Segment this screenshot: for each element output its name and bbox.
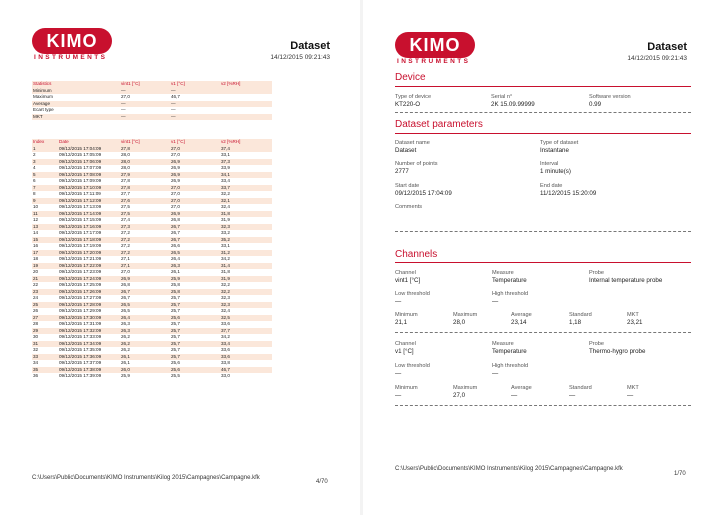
ch1-minimum-label: Minimum [395,312,418,318]
table-cell: 25,7 [171,308,180,313]
ch2-standard-value: — [569,392,576,399]
table-cell: 26,4 [120,315,170,322]
table-cell: 09/12/2015 17:36:09 [58,354,120,361]
table-cell: 09/12/2015 17:23:09 [59,269,102,274]
start-date-value: 09/12/2015 17:04:09 [395,190,452,197]
table-cell: 2 [33,152,36,157]
table-cell: 09/12/2015 17:28:09 [58,302,120,309]
ch1-probe-value: Internal temperature probe [589,277,663,284]
table-cell: 32,2 [220,289,272,296]
right-page [363,0,720,515]
ch2-low-value: — [395,370,402,377]
table-cell: 26,4 [171,256,180,261]
ch2-probe-label: Probe [589,341,604,347]
column-header: Statistics [32,81,120,88]
table-cell: 27,0 [121,94,130,99]
table-cell: 26,5 [170,250,220,257]
table-cell: 22 [33,282,39,287]
table-cell: 27,2 [120,250,170,257]
table-cell: 33,7 [220,185,272,192]
ch2-mkt-value: — [627,392,634,399]
ch2-high-value: — [492,370,499,377]
column-header: v1 [°C] [170,81,220,88]
ch1-average-value: 23,14 [511,319,527,326]
ch2-average-value: — [511,392,518,399]
table-cell: 33,0 [221,373,230,378]
table-cell: MKT [32,114,120,121]
table-cell: 26 [33,308,39,313]
table-cell: 26,5 [120,302,170,309]
table-cell: 33,4 [220,341,272,348]
ch1-standard-label: Standard [569,312,592,318]
table-cell: — [120,101,170,108]
table-cell: Average [32,101,120,108]
table-cell: 7 [32,185,58,192]
table-cell: 33,4 [221,178,230,183]
table-cell: Maximum [33,94,53,99]
footer-page-number: 1/70 [674,471,686,477]
ch1-standard-value: 1,18 [569,319,582,326]
table-cell: 27,2 [120,237,170,244]
table-cell: 27,0 [170,185,220,192]
table-cell: 09/12/2015 17:12:09 [58,198,120,205]
ch1-measure-label: Measure [492,270,514,276]
table-cell: 09/12/2015 17:06:09 [58,159,120,166]
table-cell: 26,1 [120,354,170,361]
table-cell: 09/12/2015 17:10:09 [58,185,120,192]
ch1-mkt-label: MKT [627,312,639,318]
table-cell: 26,6 [171,243,180,248]
statistics-table [32,81,272,120]
table-cell: 27,0 [170,198,220,205]
params-dash-rule [395,231,691,232]
table-cell: 27,4 [121,217,130,222]
ch2-high-label: High threshold [492,363,529,369]
ch1-average-label: Average [511,312,532,318]
table-cell: 26,2 [121,334,130,339]
table-cell: 27,0 [170,146,220,153]
ch2-mkt-label: MKT [627,385,639,391]
column-header: Index [32,139,58,146]
table-cell: 33,8 [221,360,230,365]
dataset-name-value: Dataset [395,147,417,154]
table-cell: — [170,88,220,95]
table-cell: 34,2 [221,256,230,261]
ch1-maximum-value: 28,0 [453,319,466,326]
table-cell: 25,7 [171,347,180,352]
table-cell: 32,2 [221,282,230,287]
ch1-measure-value: Temperature [492,277,527,284]
table-cell: 09/12/2015 17:38:09 [58,367,120,374]
ch2-channel-value: v1 [°C] [395,348,414,355]
table-cell: 32 [33,347,39,352]
table-cell: 25,8 [171,282,180,287]
table-cell: 27 [32,315,58,322]
data-table [32,139,272,380]
device-dash-rule [395,112,691,113]
ch1-maximum-label: Maximum [453,312,478,318]
table-cell: 25 [32,302,58,309]
ch1-mkt-value: 23,21 [627,319,643,326]
table-cell: 27,2 [121,230,130,235]
column-header: v2 [%RH] [220,139,272,146]
table-cell: 26,2 [120,341,170,348]
table-cell: 26,1 [121,360,130,365]
table-cell: 09/12/2015 17:14:09 [58,211,120,218]
table-cell: 09/12/2015 17:25:09 [59,282,102,287]
table-cell: 31,9 [220,276,272,283]
table-cell: 09/12/2015 17:11:09 [59,191,101,196]
ch2-standard-label: Standard [569,385,592,391]
table-cell: 09/12/2015 17:19:09 [59,243,102,248]
table-cell: 25,6 [170,367,220,374]
ch1-high-label: High threshold [492,291,529,297]
table-cell: 17 [32,250,58,257]
table-cell: 26,8 [171,217,180,222]
start-date-label: Start date [395,183,420,189]
table-cell: 09/12/2015 17:27:09 [59,295,102,300]
table-cell: 33,6 [221,321,230,326]
table-cell: 37,4 [220,146,272,153]
ch2-probe-value: Thermo-hygro probe [589,348,646,355]
table-cell: 27,5 [121,204,130,209]
table-cell: 25,7 [171,321,180,326]
table-cell: 11 [32,211,58,218]
table-cell: 1 [32,146,58,153]
table-cell: 32,4 [221,204,230,209]
table-cell: 19 [32,263,58,270]
table-cell [220,114,272,121]
column-header: vint1 [°C] [120,81,170,88]
table-cell: 26,9 [120,276,170,283]
table-cell: 09/12/2015 17:33:09 [59,334,102,339]
table-cell: 32,3 [221,295,230,300]
table-cell: 26,3 [170,263,220,270]
table-cell: 26,0 [120,367,170,374]
table-cell: 31,8 [220,211,272,218]
table-cell: 09/12/2015 17:13:09 [59,204,102,209]
page-title: Dataset [647,41,687,53]
ch1-high-value: — [492,298,499,305]
page-date: 14/12/2015 09:21:43 [627,55,687,62]
column-header: v1 [°C] [170,139,220,146]
channels-heading: Channels [395,249,438,260]
table-cell: 26,7 [170,237,220,244]
device-type-value: KT220-O [395,101,421,108]
table-cell: 46,7 [171,94,180,99]
table-cell: 09/12/2015 17:29:09 [59,308,102,313]
table-cell: 25,7 [171,295,180,300]
table-cell: 34,1 [220,172,272,179]
table-cell: 46,7 [220,367,272,374]
table-cell: 16 [33,243,39,248]
table-cell: 27,0 [171,191,180,196]
ch2-minimum-value: — [395,392,402,399]
table-cell: — [120,114,170,121]
page-date: 14/12/2015 09:21:43 [270,54,330,61]
table-cell: 26,8 [121,282,130,287]
table-cell: 37,7 [220,328,272,335]
table-cell: 26,7 [171,230,180,235]
table-cell: 33 [32,354,58,361]
table-cell: 31,9 [221,217,230,222]
serial-label: Serial n° [491,94,513,100]
footer-file-path: C:\Users\Public\Documents\KIMO Instruments\Kilog 2015\Campagnes\Campagne.kfk [32,475,260,481]
table-cell: — [121,107,126,112]
table-cell: 09/12/2015 17:21:09 [59,256,102,261]
table-cell: 27,8 [120,146,170,153]
ch2-average-label: Average [511,385,532,391]
ch1-low-value: — [395,298,402,305]
device-type-label: Type of device [395,94,432,100]
table-cell: 33,9 [221,165,230,170]
table-cell: 26,1 [171,269,180,274]
logo-name: KIMO [46,31,98,51]
table-cell: 26,9 [170,211,220,218]
kimo-logo [395,32,475,68]
table-cell: 09/12/2015 17:39:09 [59,373,102,378]
ch2-measure-label: Measure [492,341,514,347]
table-cell: 09/12/2015 17:07:09 [59,165,102,170]
table-cell: 25,7 [170,354,220,361]
table-cell: — [170,101,220,108]
table-cell: 09/12/2015 17:30:09 [58,315,120,322]
table-cell: 30 [33,334,39,339]
device-rule [395,86,691,87]
table-cell: 18 [33,256,39,261]
points-value: 2777 [395,168,409,175]
end-date-value: 11/12/2015 15:20:09 [540,190,597,197]
ch1-channel-value: vint1 [°C] [395,277,421,284]
table-cell: 09/12/2015 17:16:09 [58,224,120,231]
table-cell: 25,6 [170,315,220,322]
params-heading: Dataset parameters [395,119,483,130]
ch2-dash-rule [395,405,691,406]
serial-value: 2K 15.09.99999 [491,101,535,108]
interval-label: Interval [540,161,559,167]
table-cell: 26,2 [121,347,130,352]
table-cell: 25,6 [171,360,180,365]
logo-subtitle: INSTRUMENTS [34,54,108,61]
table-cell: 09/12/2015 17:35:09 [59,347,102,352]
table-cell: 09/12/2015 17:31:09 [59,321,102,326]
column-header: Date [58,139,120,146]
table-cell: 26,9 [171,178,180,183]
table-cell: 29 [32,328,58,335]
software-label: Software version [589,94,631,100]
table-cell: 33,1 [221,243,230,248]
table-cell: 14 [33,230,39,235]
table-cell: 26,7 [121,295,130,300]
table-cell: 10 [33,204,39,209]
table-cell: 37,3 [220,159,272,166]
table-cell: 25,9 [170,276,220,283]
ch1-probe-label: Probe [589,270,604,276]
table-cell: 31 [32,341,58,348]
table-cell: 33,6 [221,347,230,352]
table-cell: Ecart type [33,107,54,112]
table-cell: — [120,88,170,95]
table-cell: 31,2 [220,250,272,257]
table-cell: 25,5 [171,373,180,378]
logo-name: KIMO [409,35,461,55]
software-value: 0.99 [589,101,602,108]
footer-page-number: 4/70 [316,479,328,485]
table-cell: 27,2 [121,243,130,248]
table-cell: 09/12/2015 17:37:09 [59,360,102,365]
table-cell: 27,3 [120,224,170,231]
table-cell: 09/12/2015 17:09:09 [59,178,102,183]
ch1-channel-label: Channel [395,270,416,276]
table-row [32,373,272,380]
column-header: vint1 [°C] [120,139,170,146]
table-cell: 27,1 [120,263,170,270]
logo-subtitle: INSTRUMENTS [397,58,471,65]
ch2-maximum-label: Maximum [453,385,478,391]
stats-row [32,114,272,121]
table-cell: 09/12/2015 17:15:09 [59,217,102,222]
column-header: v2 [%RH] [220,81,272,88]
table-cell: 35,2 [220,237,272,244]
table-cell: 26,7 [170,224,220,231]
table-cell: 6 [33,178,36,183]
table-cell: 26,5 [121,308,130,313]
device-heading: Device [395,72,426,83]
ch1-minimum-value: 21,1 [395,319,408,326]
table-cell: 09/12/2015 17:17:09 [59,230,102,235]
table-cell: 26,3 [121,321,130,326]
table-cell: 24 [33,295,39,300]
table-cell: 09/12/2015 17:34:09 [58,341,120,348]
table-cell: 27,9 [120,172,170,179]
ch2-maximum-value: 27,0 [453,392,466,399]
table-cell: 31,8 [221,269,230,274]
table-cell: 09/12/2015 17:32:09 [58,328,120,335]
table-cell: 27,8 [121,178,130,183]
table-cell: 9 [32,198,58,205]
ch2-measure-value: Temperature [492,348,527,355]
interval-value: 1 minute(s) [540,168,571,175]
page-title: Dataset [290,40,330,52]
dataset-type-value: Instantane [540,147,569,154]
table-cell: 25,7 [170,341,220,348]
table-cell: Minimum [32,88,120,95]
table-cell: 5 [32,172,58,179]
table-cell: 28,0 [121,165,130,170]
ch2-minimum-label: Minimum [395,385,418,391]
ch1-low-label: Low threshold [395,291,430,297]
table-cell: 28,0 [120,159,170,166]
dataset-name-label: Dataset name [395,140,430,146]
table-cell: 31,4 [220,263,272,270]
table-cell: 35 [32,367,58,374]
table-cell: 32,4 [221,308,230,313]
table-cell: 09/12/2015 17:26:09 [58,289,120,296]
table-cell: 27,0 [171,204,180,209]
table-cell: 36 [33,373,39,378]
dataset-type-label: Type of dataset [540,140,579,146]
table-cell: 27,5 [120,211,170,218]
table-cell: 25,7 [170,328,220,335]
table-cell: 25,8 [170,289,220,296]
footer-file-path: C:\Users\Public\Documents\KIMO Instruments\Kilog 2015\Campagnes\Campagne.kfk [395,466,623,472]
table-cell: — [170,114,220,121]
table-cell: 33,6 [220,354,272,361]
table-cell: — [171,107,176,112]
ch2-channel-label: Channel [395,341,416,347]
table-cell: 12 [33,217,39,222]
table-cell: 27,8 [120,185,170,192]
table-cell: 8 [33,191,36,196]
table-cell: 25,7 [171,334,180,339]
end-date-label: End date [540,183,563,189]
table-cell: 32,3 [220,302,272,309]
table-cell: 15 [32,237,58,244]
table-cell: 32,3 [220,224,272,231]
ch1-dash-rule [395,332,691,333]
table-cell: 26,9 [171,165,180,170]
table-cell: 09/12/2015 17:22:09 [58,263,120,270]
channels-rule [395,262,691,263]
table-cell: 09/12/2015 17:05:09 [59,152,102,157]
table-cell: 09/12/2015 17:20:09 [58,250,120,257]
table-cell: 28,0 [121,152,130,157]
table-cell: 21 [32,276,58,283]
points-label: Number of points [395,161,438,167]
table-cell: 3 [32,159,58,166]
table-cell: 27,7 [121,191,130,196]
table-cell: 26,9 [170,172,220,179]
table-cell: 27,1 [121,256,130,261]
table-cell: 26,9 [170,159,220,166]
table-cell: 4 [33,165,36,170]
table-cell: 34,2 [221,334,230,339]
table-cell: 32,2 [221,191,230,196]
table-cell: 09/12/2015 17:24:09 [58,276,120,283]
table-cell: 33,2 [221,230,230,235]
table-cell: 13 [32,224,58,231]
table-cell: 26,7 [120,289,170,296]
table-cell: 28 [33,321,39,326]
table-cell: 23 [32,289,58,296]
table-cell: 09/12/2015 17:08:09 [58,172,120,179]
table-cell: 27,0 [121,269,130,274]
table-cell: 27,0 [171,152,180,157]
params-rule [395,133,691,134]
comments-label: Comments [395,204,423,210]
table-cell: 27,6 [120,198,170,205]
ch2-low-label: Low threshold [395,363,430,369]
table-cell: 33,1 [221,152,230,157]
table-cell: 25,9 [121,373,130,378]
table-cell: 09/12/2015 17:04:09 [58,146,120,153]
table-cell: 20 [33,269,39,274]
table-cell: 09/12/2015 17:18:09 [58,237,120,244]
kimo-logo [32,28,112,64]
table-cell: 25,7 [170,302,220,309]
table-cell: 32,5 [220,315,272,322]
table-cell: 26,3 [120,328,170,335]
table-cell: 34 [33,360,39,365]
table-cell: 32,1 [220,198,272,205]
